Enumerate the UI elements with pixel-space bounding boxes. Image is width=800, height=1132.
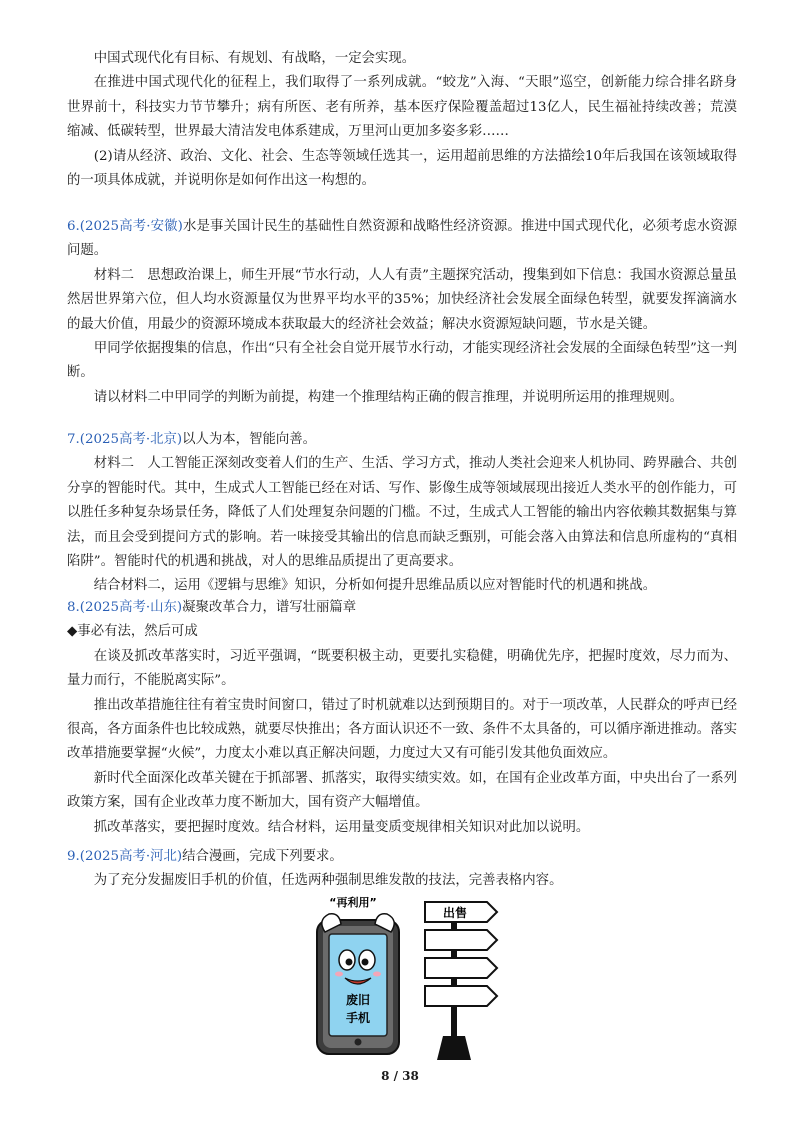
question-7-ask: 结合材料二，运用《逻辑与思维》知识，分析如何提升思维品质以应对智能时代的机遇和挑战。 <box>93 578 657 594</box>
question-6 <box>67 215 737 410</box>
recycle-phone-cartoon <box>305 892 515 1062</box>
sign-board-blank-1 <box>425 930 497 950</box>
question-7-material-2: 材料二 人工智能正深刻改变着人们的生产、生活、学习方式，推动人类社会迎来人机协同、跨界融合、共创分享的智能时代。其中，生成式人工智能已经在对话、写作、影像生成等领域展现出接近人类水平的创作能力，可以胜任多种复杂场景任务，降低了人们处理复杂问题的门槛。不过，生成式人工智能的输出内容依赖其数据集与算法，而且会受到提问方式的影响。若一味接受其输出的信息而缺乏甄别，可能会落入由算法和信息所虚构的“真相陷阱”。智能时代的机遇和挑战，对人的思维品质提出了更高要求。 <box>67 456 737 570</box>
sign-board-top <box>425 902 497 922</box>
question-7-source: 7.(2025高考·北京) <box>67 432 183 447</box>
question-8-paragraph-3: 新时代全面深化改革关键在于抓部署、抓落实，取得实绩实效。如，在国有企业改革方面，中央出台了一系列政策方案，国有企业改革力度不断加大，国有资产大幅增值。 <box>67 770 737 811</box>
question-6-ask: 请以材料二中甲同学的判断为前提，构建一个推理结构正确的假言推理，并说明所运用的推理规则。 <box>93 389 683 405</box>
question-7 <box>67 428 737 599</box>
question-7-lead <box>67 428 737 452</box>
question-6-lead <box>67 215 737 264</box>
question-9-lead <box>67 845 737 869</box>
old-phone-icon <box>317 914 399 1054</box>
question-6-material-2: 材料二 思想政治课上，师生开展“节水行动，人人有责”主题探究活动，搜集到如下信息：我国水资源总量虽然居世界第六位，但人均水资源量仅为世界平均水平的35%；加快经济社会发展全面绿色转型，就要发挥滴滴水的最大价值，用最少的资源环境成本获取最大的经济社会效益；解决水资源短缺问题，节水是关键。 <box>67 267 737 332</box>
question-2-prompt: (2)请从经济、政治、文化、社会、生态等领域任选其一，运用超前思维的方法描绘10年后我国在该领域取得的一项具体成就，并说明你是如何作出这一构想的。 <box>67 148 737 189</box>
sign-board-blank-2 <box>425 958 497 978</box>
question-8 <box>67 596 737 840</box>
question-8-ask: 抓改革落实，要把握时度效。结合材料，运用量变质变规律相关知识对此加以说明。 <box>93 819 590 835</box>
question-8-paragraph-1: 在谈及抓改革落实时，习近平强调，“既要积极主动，更要扎实稳健，明确优先序，把握时度效，尽力而为、量力而行，不能脱离实际”。 <box>67 648 737 689</box>
question-9 <box>67 845 737 894</box>
phone-label-line-1: 废旧 <box>345 993 371 1007</box>
question-6-lead-text: 水是事关国计民生的基础性自然资源和战略性经济资源。推进中国式现代化，必须考虑水资源问题。 <box>67 219 737 259</box>
page-number: 8 / 38 <box>381 1069 419 1083</box>
sign-board-blank-3 <box>425 986 497 1006</box>
intro-paragraph-2: 在推进中国式现代化的征程上，我们取得了一系列成就。“蛟龙”入海、“天眼”巡空，创新能力综合排名跻身世界前十，科技实力节节攀升；病有所医、老有所养，基本医疗保险覆盖超过13亿人，民生福祉持续改善；荒漠缩减、低碳转型，世界最大清洁发电体系建成，万里河山更加多姿多彩…… <box>67 75 737 140</box>
question-8-subheading: ◆事必有法，然后可成 <box>67 624 198 640</box>
question-8-paragraph-2: 推出改革措施往往有着宝贵时间窗口，错过了时机就难以达到预期目的。对于一项改革，人民群众的呼声已经很高，各方面条件也比较成熟，就要尽快推出；各方面认识还不一致、条件不太具备的，可以循序渐进推动。落实改革措施要掌握“火候”，力度太小难以真正解决问题，力度过大又有可能引发其他负面效应。 <box>67 697 737 762</box>
cartoon-caption: “再利用” <box>329 896 377 909</box>
question-8-lead-text: 凝聚改革合力，谱写壮丽篇章 <box>182 600 357 615</box>
question-7-lead-text: 以人为本，智能向善。 <box>182 432 317 447</box>
question-8-lead <box>67 596 737 620</box>
signpost-icon <box>425 902 497 1060</box>
question-9-ask: 为了充分发掘废旧手机的价值，任选两种强制思维发散的技法，完善表格内容。 <box>93 873 563 889</box>
question-8-source: 8.(2025高考·山东) <box>67 600 183 615</box>
question-6-source: 6.(2025高考·安徽) <box>67 219 183 234</box>
phone-label-line-2: 手机 <box>345 1011 371 1025</box>
intro-paragraph-1: 中国式现代化有目标、有规划、有战略，一定会实现。 <box>93 51 416 66</box>
intro-section <box>67 47 737 193</box>
question-6-material-3: 甲同学依据搜集的信息，作出“只有全社会自觉开展节水行动，才能实现经济社会发展的全面绿色转型”这一判断。 <box>67 341 737 381</box>
question-9-source: 9.(2025高考·河北) <box>67 849 183 864</box>
sign-label-sell: 出售 <box>442 906 468 920</box>
question-9-lead-text: 结合漫画，完成下列要求。 <box>182 849 343 864</box>
